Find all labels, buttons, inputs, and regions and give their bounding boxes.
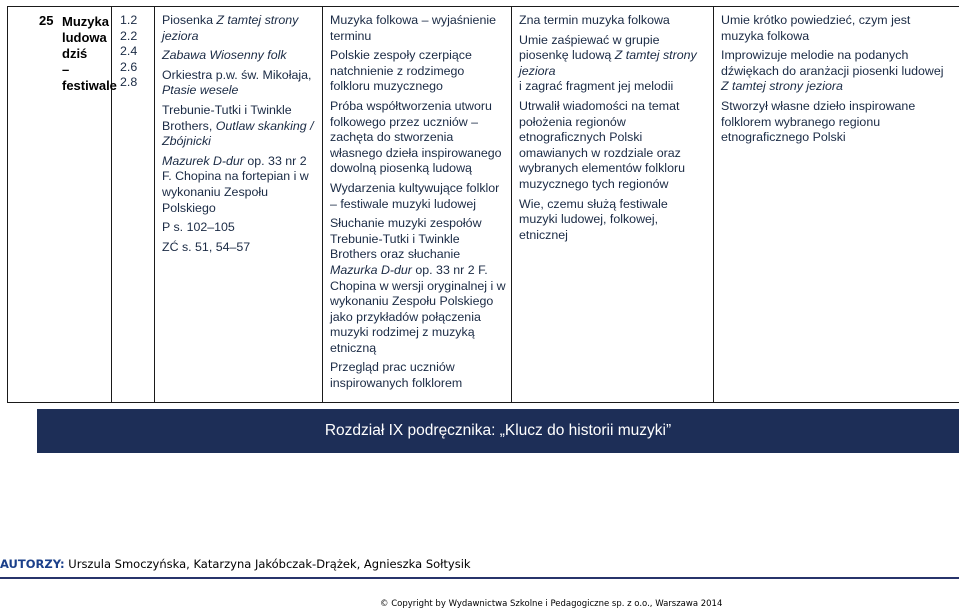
activities-cell	[323, 7, 512, 403]
topic-line: Muzyka	[62, 13, 109, 29]
material-text: op. 33 nr 2 F. Chopina na fortepian i w wykonaniu Zespołu Polskiego	[162, 153, 309, 215]
material-item	[162, 13, 317, 44]
material-item	[162, 240, 317, 256]
extended-outcome-text: Improwizuje melodie na podanych dźwiękach do aranżacji piosenki ludowej	[721, 48, 944, 78]
material-item	[162, 48, 317, 64]
extended-outcome-item	[721, 48, 954, 95]
footer-divider	[0, 577, 959, 579]
outcome-text: i zagrać fragment jej melodii	[519, 79, 674, 94]
authors-line	[0, 557, 471, 571]
material-item	[162, 103, 317, 150]
material-text: Piosenka	[162, 13, 217, 27]
outcome-title: Z tamtej strony jeziora	[519, 48, 697, 78]
material-title: Outlaw skanking / Zbójnicki	[162, 118, 314, 149]
material-item	[162, 220, 317, 236]
material-text: Orkiestra p.w. św. Mikołaja,	[162, 67, 312, 82]
topic-line: – festiwale	[62, 61, 117, 93]
extended-outcome-title: Z tamtej strony jeziora	[721, 79, 843, 94]
outcome-item: Zna termin muzyka folkowa	[519, 13, 670, 27]
table-row	[8, 7, 959, 403]
material-title: Zabawa Wiosenny folk	[162, 48, 287, 63]
activity-item: Próba współtworzenia utworu folkowego przez uczniów – zachęta do stworzenia własnego dzieła inspirowanego dowolną piosenką ludową	[330, 98, 502, 176]
material-item	[162, 154, 317, 216]
curriculum-ref: 2.4	[120, 44, 138, 59]
material-item	[162, 68, 317, 99]
curriculum-ref: 2.2	[120, 28, 138, 43]
extended-outcome-item: Umie krótko powiedzieć, czym jest muzyka folkowa	[721, 13, 911, 43]
outcome-item	[519, 33, 708, 95]
activity-text: Słuchanie muzyki zespołów Trebunie-Tutki i Twinkle Brothers oraz słuchanie	[330, 216, 482, 262]
copyright-notice: © Copyright by Wydawnictwa Szkolne i Pedagogiczne sp. z o.o., Warszawa 2014	[380, 599, 723, 609]
chapter-banner: Rozdział IX podręcznika: „Klucz do historii muzyki”	[37, 409, 959, 453]
activity-title: Mazurka D-dur	[330, 262, 412, 277]
curriculum-ref: 2.8	[120, 75, 138, 90]
lesson-topic	[62, 13, 117, 94]
material-text: Trebunie-Tutki i Twinkle Brothers,	[162, 102, 292, 133]
authors-names: Urszula Smoczyńska, Katarzyna Jakóbczak-Drążek, Agnieszka Sołtysik	[64, 557, 471, 571]
extended-outcome-item: Stworzył własne dzieło inspirowane folklorem wybranego regionu etnograficznego Polski	[721, 98, 916, 145]
lesson-number-cell	[8, 7, 117, 403]
material-title: Mazurek D-dur	[162, 153, 244, 168]
textbook-pages: P s. 102–105	[162, 220, 235, 235]
activity-item: Muzyka folkowa – wyjaśnienie terminu	[330, 13, 496, 43]
workbook-pages: ZĆ s. 51, 54–57	[162, 239, 251, 254]
material-title: Z tamtej strony jeziora	[162, 13, 299, 43]
materials-cell	[155, 7, 323, 403]
activity-item	[330, 216, 506, 356]
outcome-item: Utrwalił wiadomości na temat położenia regionów etnograficznych Polski omawianych w rozdziale oraz wybranych elementów folkloru muzycznego tych regionów	[519, 98, 685, 191]
material-title: Ptasie wesele	[162, 83, 239, 98]
basic-outcomes-cell	[512, 7, 714, 403]
curriculum-refs-cell	[112, 7, 155, 403]
outcome-item: Wie, czemu służą festiwale muzyki ludowej, folkowej, etnicznej	[519, 196, 668, 242]
activity-text: op. 33 nr 2 F. Chopina w wersji oryginalnej i w wykonaniu Zespołu Polskiego jako przykładów połączenia muzyki rodzimej z muzyką etniczną	[330, 262, 506, 355]
curriculum-ref: 2.6	[120, 59, 138, 74]
curriculum-ref: 1.2	[120, 13, 138, 27]
lesson-number: 25	[39, 13, 54, 28]
extended-outcomes-cell	[714, 7, 959, 403]
activity-item: Polskie zespoły czerpiące natchnienie z rodzimego folkloru muzycznego	[330, 48, 472, 94]
lesson-plan-table	[7, 6, 959, 403]
outcome-text: Umie zaśpiewać w grupie piosenkę ludową	[519, 32, 660, 63]
activity-item: Wydarzenia kultywujące folklor – festiwale muzyki ludowej	[330, 180, 500, 211]
activity-item: Przegląd prac uczniów inspirowanych folklorem	[330, 360, 463, 391]
authors-label: AUTORZY:	[0, 557, 65, 571]
topic-line: ludowa dziś	[62, 29, 107, 61]
